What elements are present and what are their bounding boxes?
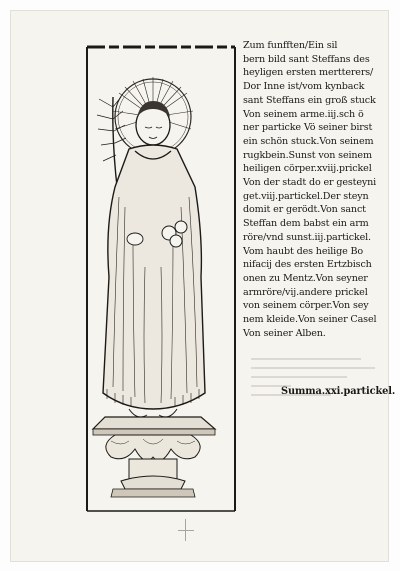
text-line: get.viij.partickel.Der steyn <box>243 190 369 202</box>
text-line: domit er gerödt.Von sanct <box>243 204 366 216</box>
text-line: rugkbein.Sunst von seinem <box>243 149 372 161</box>
saint-stephen-figure <box>85 37 237 513</box>
saint-stephen-woodcut <box>85 37 237 513</box>
text-line: röre/vnd sunst.iij.partickel. <box>243 231 371 243</box>
text-line: Von seiner Alben. <box>243 327 326 339</box>
text-line: bern bild sant Steffans des <box>243 53 370 65</box>
text-line: heiligen cörper.xviij.prickel <box>243 163 372 175</box>
reliquary-description <box>243 39 393 340</box>
text-line: sant Steffans ein groß stuck <box>243 94 376 106</box>
text-line: nem kleide.Von seiner Casel <box>243 314 377 326</box>
text-line: Steffan dem babst ein arm <box>243 218 369 230</box>
text-line: armröre/vij.andere prickel <box>243 286 368 298</box>
book-page <box>10 10 396 562</box>
register-mark <box>178 519 194 541</box>
text-line: onen zu Mentz.Von seyner <box>243 272 368 284</box>
text-line: von seinem cörper.Von sey <box>243 300 369 312</box>
show-through-text <box>251 351 381 451</box>
text-line: heyligen ersten mertterers/ <box>243 67 374 79</box>
text-line: Dor Inne ist/vom kynback <box>243 81 365 93</box>
text-line: Von seinem arme.iij.sch ö <box>243 108 364 120</box>
text-line: ein schön stuck.Von seinem <box>243 135 374 147</box>
text-line: nifacij des ersten Ertzbisch <box>243 259 372 271</box>
text-line: Zum funfften/Ein sil <box>243 40 338 51</box>
text-line: Von der stadt do er gesteyni <box>243 177 377 189</box>
text-line: Vom haubt des heilige Bo <box>243 245 364 257</box>
text-line: ner particke Vö seiner birst <box>243 122 373 134</box>
summa-total: Summa.xxi.partickel. <box>281 386 396 397</box>
